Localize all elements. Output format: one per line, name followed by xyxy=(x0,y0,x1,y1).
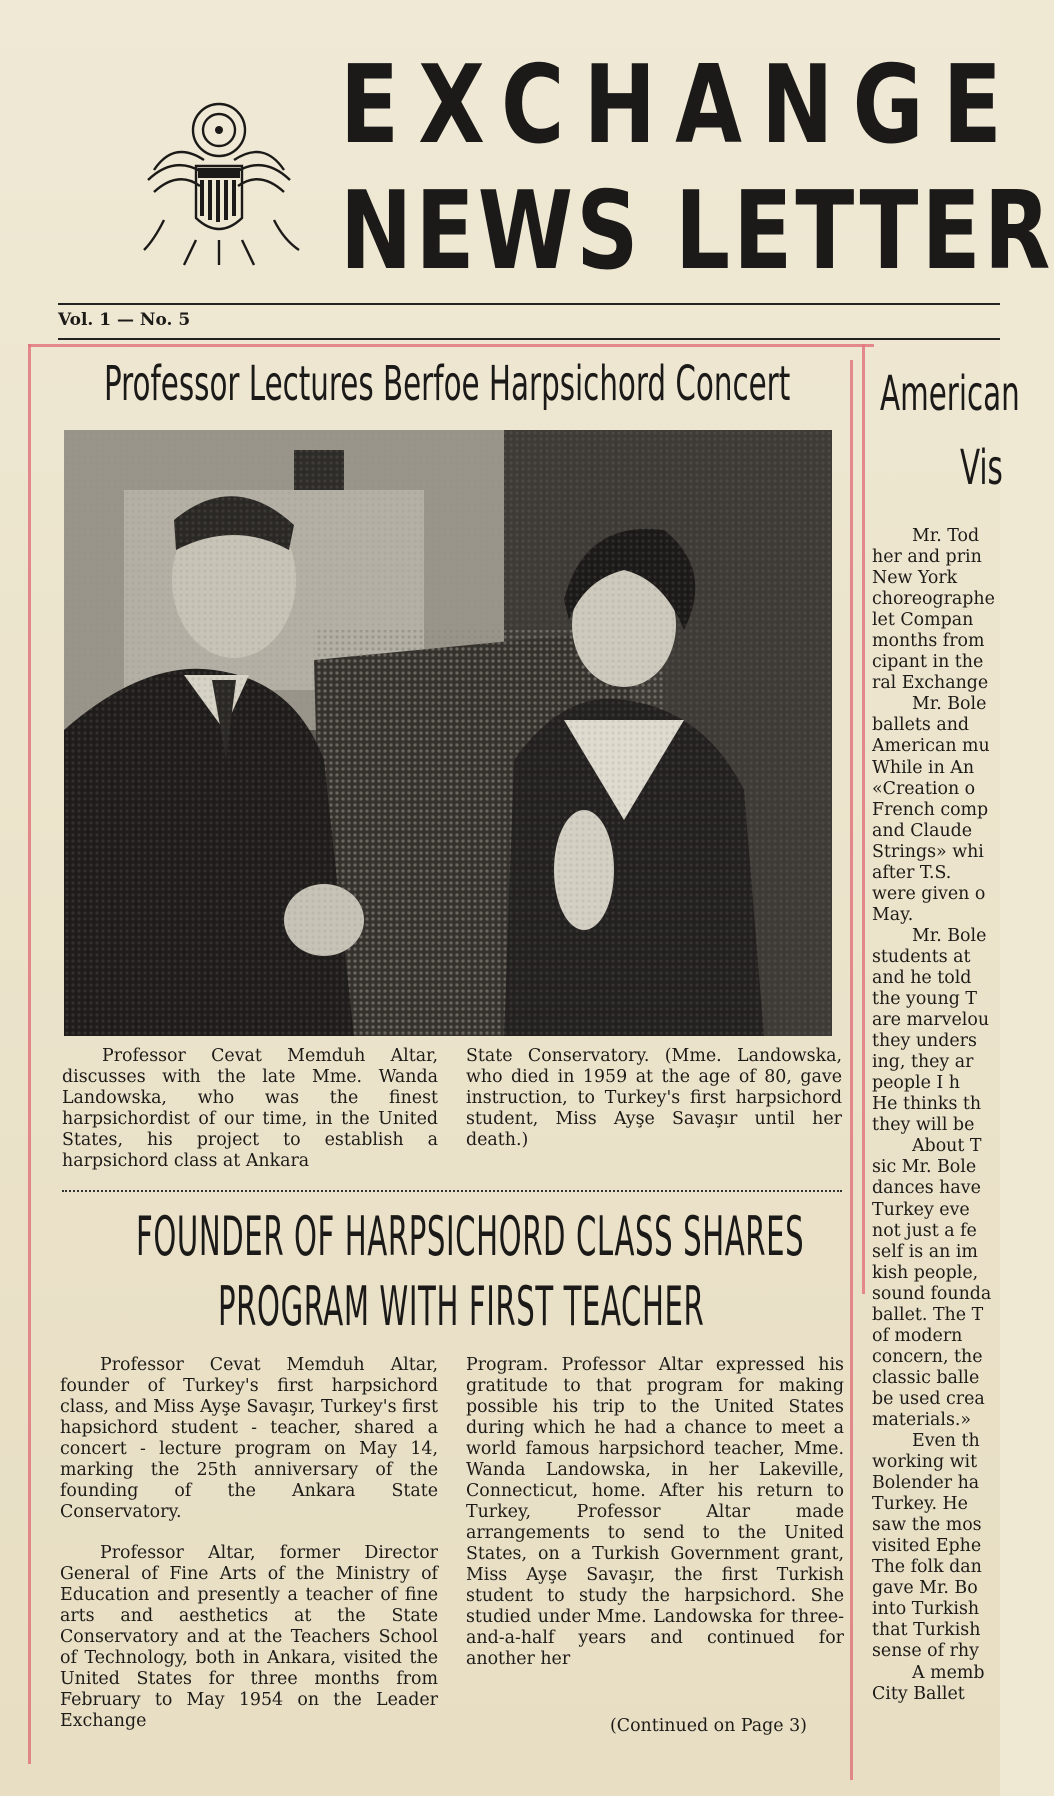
story3-line: Turkey. He xyxy=(872,1494,968,1515)
story3-line: people I h xyxy=(872,1073,961,1094)
red-border-right-outer xyxy=(862,344,865,1294)
story3-line: New York xyxy=(872,568,958,589)
story3-column xyxy=(872,526,1032,1705)
story2-column-right xyxy=(466,1355,844,1670)
story3-line: not just a fe xyxy=(872,1220,977,1241)
story3-line: into Turkish xyxy=(872,1599,980,1620)
story3-line: her and prin xyxy=(872,547,982,568)
story3-line: While in An xyxy=(872,757,975,778)
story3-line: sense of rhy xyxy=(872,1641,979,1662)
story3-line: ing, they ar xyxy=(872,1052,974,1073)
continued-on-page: (Continued on Page 3) xyxy=(610,1716,807,1736)
story3-line: gave Mr. Bo xyxy=(872,1578,978,1599)
story3-line: students at xyxy=(872,946,971,967)
photo-professor-and-landowska xyxy=(64,430,832,1036)
story2-paragraph-1: Professor Cevat Memduh Altar, founder of Turkey's first harpsichord class, and Miss Ayşe Savaşır, Turkey's first hapsichord student - teacher, shared a concert - lecture program on May 14, marking the 25th anniversary of the founding of the Ankara State Conservatory. xyxy=(60,1355,438,1522)
story3-line: saw the mos xyxy=(872,1515,982,1536)
photo-caption-right xyxy=(466,1046,842,1151)
story3-line: Strings» whi xyxy=(872,841,984,862)
story3-column-clip xyxy=(872,520,1000,1720)
story3-line: they unders xyxy=(872,1031,977,1052)
story3-headline-line2: Vis xyxy=(960,440,1003,496)
story3-line: and Claude xyxy=(872,820,973,841)
story3-line: The folk dan xyxy=(872,1557,982,1578)
story2-column-left xyxy=(60,1355,438,1732)
story3-line: He thinks th xyxy=(872,1094,982,1115)
story3-line: May. xyxy=(872,904,914,925)
story3-line: About T xyxy=(912,1136,982,1157)
caption-right-text: State Conservatory. (Mme. Landowska, who died in 1959 at the age of 80, gave instruction, to Turkey's first harpsichord student, Miss Ayşe Savaşır until her death.) xyxy=(466,1046,842,1150)
story3-line: after T.S. xyxy=(872,862,952,883)
story3-line: and he told xyxy=(872,967,972,988)
story3-line: working wit xyxy=(872,1452,978,1473)
story3-line: Mr. Tod xyxy=(912,526,980,546)
story3-line: let Compan xyxy=(872,610,974,631)
story3-line: kish people, xyxy=(872,1262,979,1283)
issue-number: Vol. 1 — No. 5 xyxy=(58,310,191,330)
red-border-left xyxy=(28,344,31,1764)
story3-line: City Ballet xyxy=(872,1683,965,1704)
story3-line: ballets and xyxy=(872,715,970,736)
story3-line: of modern xyxy=(872,1325,963,1346)
story3-line: classic balle xyxy=(872,1367,980,1388)
great-seal-eagle-icon xyxy=(134,100,304,270)
story3-headline-line1: American xyxy=(880,366,1020,422)
story3-line: materials.» xyxy=(872,1409,972,1430)
masthead-rule-bottom xyxy=(58,338,1000,340)
red-border-top xyxy=(28,344,874,347)
story3-line: choreographe xyxy=(872,589,995,610)
masthead-line1: EXCHANGE xyxy=(340,43,1021,168)
story3-line: American mu xyxy=(872,736,990,757)
section-divider xyxy=(62,1190,842,1192)
story3-line: ral Exchange xyxy=(872,673,989,694)
story2-paragraph-2: Professor Altar, former Director General of Fine Arts of the Ministry of Education and presently a teacher of fine arts and aesthetics at the State Conservatory and at the Teachers School of Technology, both in Ankara, visited the United States for three months from February to May 1954 on the Leader Exchange xyxy=(60,1543,438,1731)
red-border-right xyxy=(850,360,853,1780)
story2-paragraph-3: Program. Professor Altar expressed his gratitude to that program for making possible his trip to the United States during which he had a chance to meet a world famous harpsichord teacher, Mme. Wanda Landowska, in her Lakeville, Connecticut, home. After his return to Turkey, Professor Altar made arrangements to send to the United States, on a Turkish Government grant, Miss Ayşe Savaşır, the first Turkish student to study the harpsichord. She studied under Mme. Landowska for three-and-a-half years and continued for another her xyxy=(466,1355,844,1669)
story3-line: are marvelou xyxy=(872,1010,990,1031)
story3-line: Turkey eve xyxy=(872,1199,970,1220)
story3-line: the young T xyxy=(872,989,977,1010)
story3-line: concern, the xyxy=(872,1346,983,1367)
story3-line: ballet. The T xyxy=(872,1304,984,1325)
story3-line: cipant in the xyxy=(872,652,984,673)
story3-line: dances have xyxy=(872,1178,981,1199)
photo-caption-left xyxy=(62,1046,438,1172)
story3-line: sound founda xyxy=(872,1283,992,1304)
story3-line: sic Mr. Bole xyxy=(872,1157,977,1178)
story3-line: months from xyxy=(872,631,985,652)
story2-headline-line2: PROGRAM WITH FIRST TEACHER xyxy=(218,1275,705,1338)
story3-line: «Creation o xyxy=(872,778,976,799)
story3-line: French comp xyxy=(872,799,989,820)
masthead-rule-top xyxy=(58,303,1000,305)
story2-headline-line1: FOUNDER OF HARPSICHORD CLASS SHARES xyxy=(136,1205,805,1268)
story3-line: Mr. Bole xyxy=(912,925,987,946)
story3-line: self is an im xyxy=(872,1241,978,1262)
masthead-line2: NEWS LETTER xyxy=(340,169,1054,294)
story3-line: A memb xyxy=(912,1662,985,1683)
story3-line: visited Ephe xyxy=(872,1536,982,1557)
story3-line: Even th xyxy=(912,1431,980,1452)
story1-headline: Professor Lectures Berfoe Harpsichord Concert xyxy=(104,356,791,412)
story3-line: Mr. Bole xyxy=(912,694,987,715)
story3-line: were given o xyxy=(872,883,986,904)
story3-line: be used crea xyxy=(872,1388,985,1409)
caption-left-text: Professor Cevat Memduh Altar, discusses with the late Mme. Wanda Landowska, who was the finest harpsichordist of our time, in the United States, his project to establish a harpsichord class at Ankara xyxy=(62,1046,438,1171)
story3-line: Bolender ha xyxy=(872,1473,980,1494)
story3-line: they will be xyxy=(872,1115,975,1136)
story3-line: that Turkish xyxy=(872,1620,981,1641)
